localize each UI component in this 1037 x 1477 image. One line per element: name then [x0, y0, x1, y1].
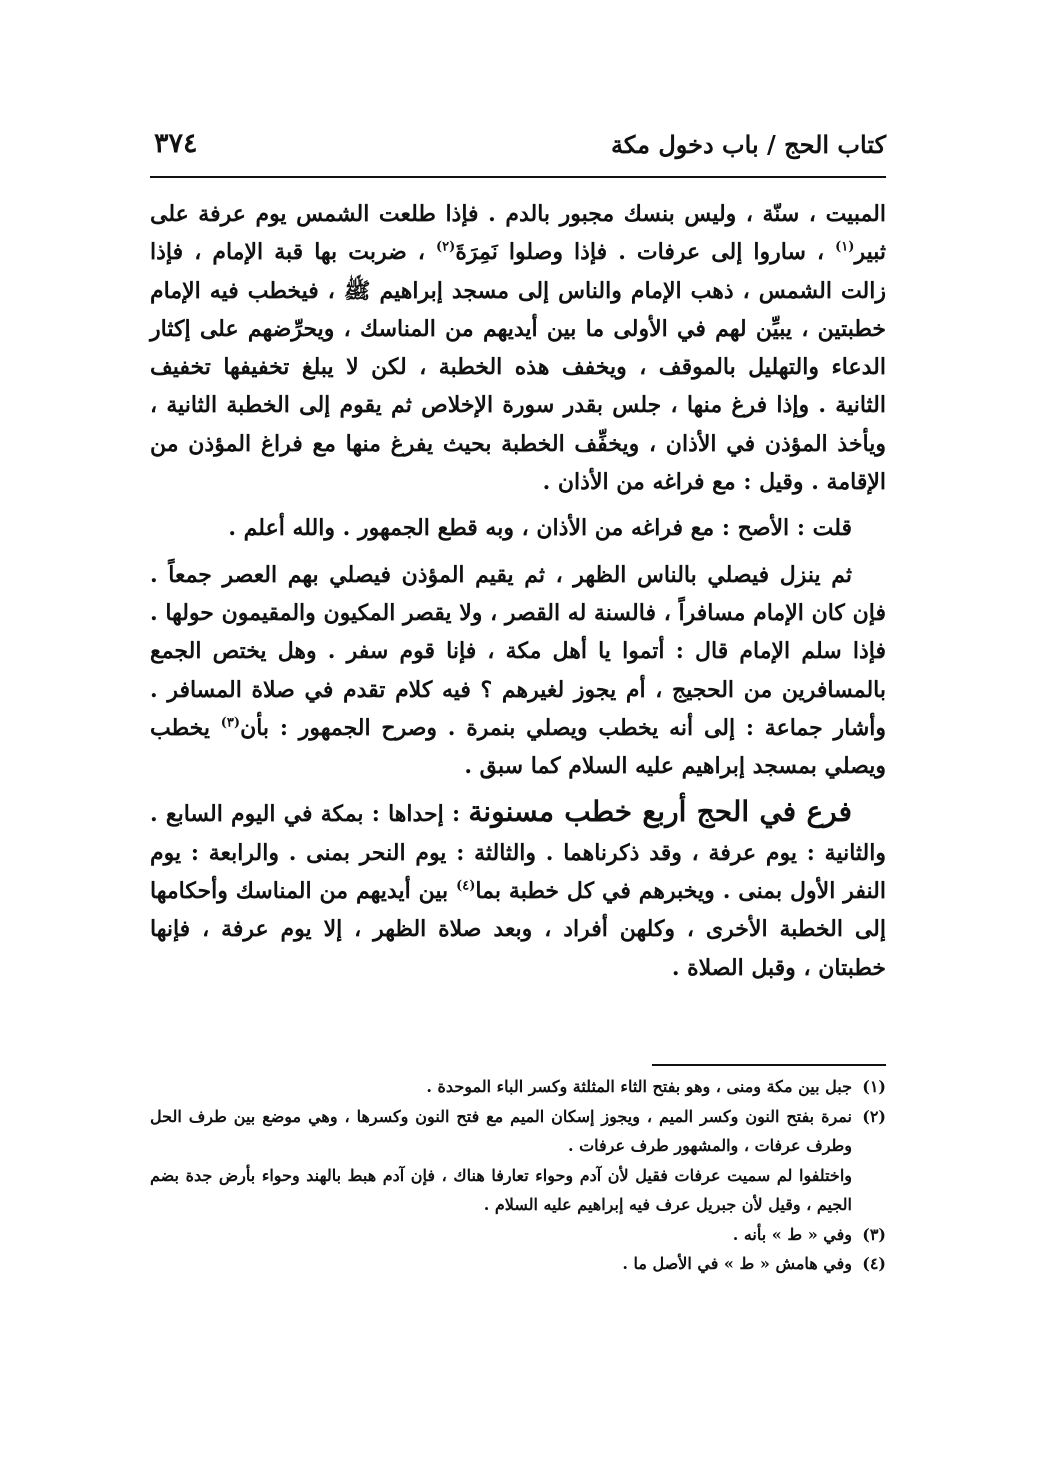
- footnotes: [150, 1072, 886, 1279]
- text-run: ، ساروا إلى عرفات . فإذا وصلوا نَمِرَةَ: [455, 239, 836, 266]
- text-run: ، ضربت بها قبة الإمام ، فإذا زالت الشمس ، ذهب الإمام والناس إلى مسجد إبراهيم ﷺ ، فيخطب فيه الإمام خطبتين ، يبيِّن لهم في الأولى ما بين أيديهم من المناسك ، ويحرِّضهم على إكثار الدعاء والتهليل بالموقف ، ويخفف هذه الخطبة ، لكن لا يبلغ تخفيفها تخفيف الثانية . وإذا فرغ منها ، جلس بقدر سورة الإخلاص ثم يقوم إلى الخطبة الثانية ، ويأخذ المؤذن في الأذان ، ويخفِّف الخطبة بحيث يفرغ منها مع فراغ المؤذن من الإقامة . وقيل : مع فراغه من الأذان .: [150, 239, 886, 496]
- running-title: كتاب الحج / باب دخول مكة: [610, 130, 886, 159]
- footnote-4: [150, 1249, 886, 1279]
- paragraph-4: [150, 793, 886, 986]
- page-number: ٣٧٤: [154, 128, 198, 159]
- footnote-text: جبل بين مكة ومنى ، وهو بفتح الثاء المثلثة وكسر الباء الموحدة .: [426, 1077, 852, 1096]
- section-heading: فرع في الحج أربع خطب مسنونة: [468, 795, 852, 829]
- footnote-text: نمرة بفتح النون وكسر الميم ، ويجوز إسكان الميم مع فتح النون وكسرها ، وهي موضع بين طرف الحل وطرف عرفات ، والمشهور طرف عرفات .: [150, 1106, 852, 1155]
- footnote-number: (٢): [862, 1106, 886, 1126]
- footnote-number: (٤): [862, 1254, 886, 1273]
- footnote-2: [150, 1102, 886, 1161]
- footnote-number: (١): [862, 1077, 886, 1096]
- footnote-text: وفي « ط » بأنه .: [732, 1224, 852, 1244]
- text-run: ثم ينزل فيصلي بالناس الظهر ، ثم يقيم المؤذن فيصلي بهم العصر جمعاً . فإن كان الإمام مسافراً ، فالسنة له القصر ، ولا يقصر المكيون والمقيمون حولها . فإذا سلم الإمام قال : أتموا يا أهل مكة ، فإنا قوم سفر . وهل يختص الجمع بالمسافرين من الحجيج ، أم يجوز لغيرهم ؟ فيه كلام تقدم في صلاة المسافر . وأشار جماعة : إلى أنه يخطب ويصلي بنمرة . وصرح الجمهور : بأن: [150, 561, 886, 741]
- footnote-ref-2: (٢): [436, 239, 456, 255]
- text-run: بين أيديهم من المناسك وأحكامها إلى الخطبة الأخرى ، وكلهن أفراد ، وبعد صلاة الظهر ، إلا يوم عرفة ، فإنها خطبتان ، وقبل الصلاة .: [150, 878, 886, 981]
- text-run: المبيت ، سنّة ، وليس بنسك مجبور بالدم . فإذا طلعت الشمس يوم عرفة على ثبير: [150, 201, 886, 266]
- footnote-ref-4: (٤): [456, 878, 476, 894]
- header-rule: [150, 176, 886, 178]
- page-header: [150, 128, 886, 172]
- text-run: يخطب ويصلي بمسجد إبراهيم عليه السلام كما سبق .: [150, 714, 886, 780]
- footnote-3: [150, 1220, 886, 1250]
- footnote-number: (٣): [862, 1224, 886, 1244]
- paragraph-3: [150, 556, 886, 786]
- footnote-ref-3: (٣): [220, 715, 241, 731]
- paragraph-1: [150, 195, 886, 501]
- text-run: : إحداها : بمكة في اليوم السابع . والثانية : يوم عرفة ، وقد ذكرناهما . والثالثة : يوم النحر بمنى . والرابعة : يوم النفر الأول بمنى . ويخبرهم في كل خطبة بما: [150, 801, 886, 905]
- footnote-text: وفي هامش « ط » في الأصل ما .: [622, 1254, 852, 1273]
- footnote-1: [150, 1072, 886, 1102]
- footnote-ref-1: (١): [835, 239, 855, 255]
- main-text: [150, 195, 886, 987]
- footnote-rule: [652, 1064, 886, 1066]
- footnote-2-continuation: واختلفوا لم سميت عرفات فقيل لأن آدم وحواء تعارفا هناك ، فإن آدم هبط بالهند وحواء بأرض جدة بضم الجيم ، وقيل لأن جبريل عرف فيه إبراهيم عليه السلام .: [150, 1165, 852, 1214]
- paragraph-2: قلت : الأصح : مع فراغه من الأذان ، وبه قطع الجمهور . والله أعلم .: [228, 515, 852, 542]
